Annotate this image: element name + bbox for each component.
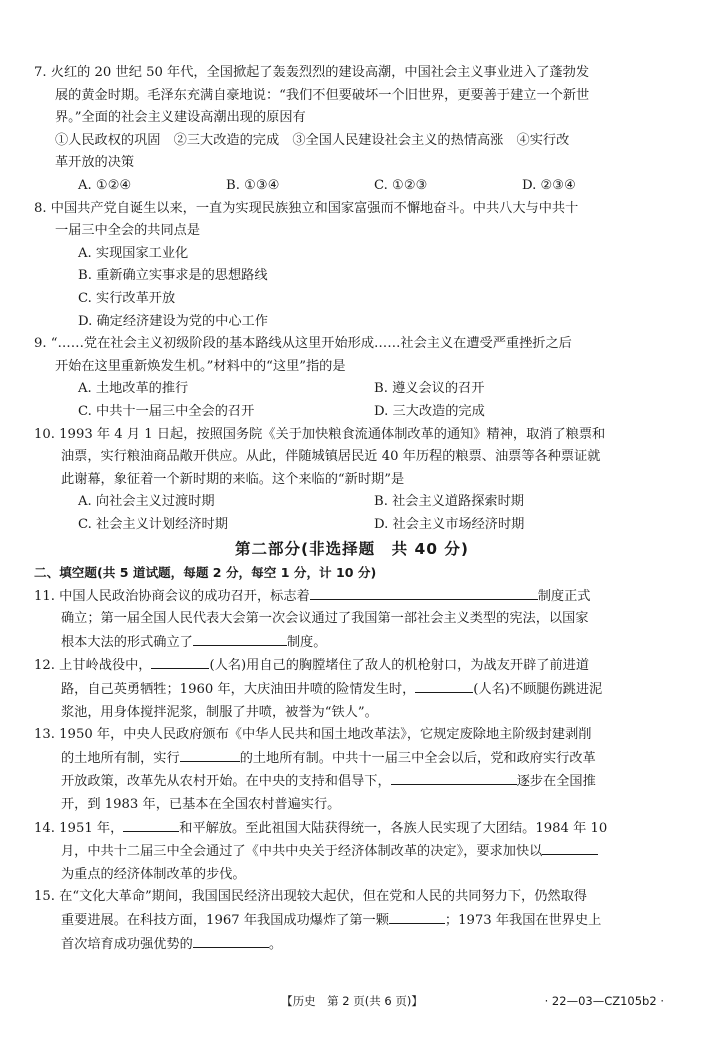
question-13 [34, 724, 670, 816]
q15-text: ；1973 年我国在世界史上 [444, 912, 602, 928]
q13-text: 的土地所有制。中共十一届三中全会以后，党和政府实行改革 [239, 750, 596, 766]
q12-line: 浆池，用身体搅拌泥浆，制服了井喷，被誉为“铁人”。 [61, 704, 378, 720]
q7-stem-line: 7. 火红的 20 世纪 50 年代，全国掀起了轰轰烈烈的建设高潮，中国社会主义事业进入了蓬勃发 [34, 65, 590, 80]
q15-text: 首次培育成功强优势的 [61, 936, 193, 952]
q7-option-a[interactable]: A. ①②④ [78, 177, 132, 193]
q10-options-row [34, 491, 670, 514]
q12-line [34, 654, 670, 678]
q14-line [34, 840, 670, 864]
q10-stem-line: 10. 1993 年 4 月 1 日起，按照国务院《关于加快粮食流通体制改革的通知》精神，取消了粮票和 [34, 426, 606, 442]
part2-title: 第二部分(非选择题 共 40 分) [234, 540, 470, 559]
question-8 [34, 198, 670, 334]
q14-line: 为重点的经济体制改革的步伐。 [61, 866, 246, 882]
q14-blank-1[interactable] [123, 817, 179, 832]
q12-line [34, 678, 670, 702]
question-9 [34, 333, 670, 423]
footer-code: · 22—03—CZ105b2 · [544, 994, 664, 1008]
section2-heading: 二、填空题(共 5 道试题，每题 2 分，每空 1 分，计 10 分) [34, 565, 377, 581]
question-10 [34, 424, 670, 537]
q15-text: 。 [268, 936, 283, 952]
q9-option-b[interactable]: B. 遵义会议的召开 [374, 381, 485, 397]
q11-line: 确立；第一届全国人民代表大会第一次会议通过了我国第一部社会主义类型的宪法，以国家 [61, 611, 589, 627]
q8-option-a[interactable]: A. 实现国家工业化 [78, 245, 189, 261]
q11-blank-2[interactable] [193, 631, 287, 646]
q9-options-row [34, 401, 670, 424]
q13-blank-2[interactable] [391, 770, 517, 785]
q7-items-line: 革开放的决策 [55, 155, 135, 171]
q14-text: 月，中共十二届三中全会通过了《中共中央关于经济体制改革的决定》，要求加快以 [61, 844, 543, 860]
q14-line [34, 817, 670, 841]
q8-option-c[interactable]: C. 实行改革开放 [78, 290, 176, 306]
q14-text: 和平解放。至此祖国大陆获得统一，各族人民实现了大团结。1984 年 10 [179, 820, 608, 836]
q15-text: 重要进展。在科技方面，1967 年我国成功爆炸了第一颗 [61, 912, 389, 928]
q15-line [34, 933, 670, 957]
q13-line: 开，到 1983 年，已基本在全国农村普遍实行。 [61, 797, 341, 812]
q8-stem-line: 一届三中全会的共同点是 [55, 223, 201, 239]
q8-stem-line: 8. 中国共产党自诞生以来，一直为实现民族独立和国家富强而不懈地奋斗。中共八大与中共十 [34, 200, 579, 216]
q11-line [34, 585, 670, 609]
q13-text: 的土地所有制，实行 [61, 750, 180, 766]
q10-stem-line: 油票，实行粮油商品敞开供应。从此，伴随城镇居民近 40 年历程的粮票、油票等各种票证就 [61, 449, 601, 465]
q9-option-d[interactable]: D. 三大改造的完成 [374, 403, 485, 419]
question-14 [34, 817, 670, 887]
q7-option-c[interactable]: C. ①②③ [374, 177, 428, 193]
q10-stem-line: 此谢幕，象征着一个新时期的来临。这个来临的“新时期”是 [61, 471, 405, 487]
q14-text: 14. 1951 年， [34, 820, 124, 836]
q13-line: 13. 1950 年，中央人民政府颁布《中华人民共和国土地改革法》，它规定废除地主阶级封建剥削 [34, 727, 592, 743]
q11-text: 根本大法的形式确立了 [61, 634, 193, 650]
question-11 [34, 585, 670, 655]
q7-options [34, 175, 670, 198]
q12-text: 路，自己英勇牺牲；1960 年，大庆油田井喷的险情发生时， [61, 682, 416, 698]
q7-stem-line: 展的黄金时期。毛泽东充满自豪地说：“我们不但要破坏一个旧世界，更要善于建立一个新世 [55, 87, 590, 103]
q9-stem-line: 9. “……党在社会主义初级阶段的基本路线从这里开始形成……社会主义在遭受严重挫折之后 [34, 336, 572, 352]
q15-line: 15. 在“文化大革命”期间，我国国民经济出现较大起伏，但在党和人民的共同努力下，仍然取得 [34, 889, 587, 905]
q7-items-line: ①人民政权的巩固 ②三大改造的完成 ③全国人民建设社会主义的热情高涨 ④实行改 [55, 132, 570, 148]
q13-text: 开放政策，改革先从农村开始。在中央的支持和倡导下， [61, 774, 391, 790]
question-15 [34, 886, 670, 956]
q8-option-d[interactable]: D. 确定经济建设为党的中心工作 [78, 313, 268, 329]
q11-blank-1[interactable] [310, 585, 538, 600]
q10-option-d[interactable]: D. 社会主义市场经济时期 [374, 516, 525, 532]
q12-blank-2[interactable] [415, 678, 473, 693]
q7-stem-line: 界。”全面的社会主义建设高潮出现的原因有 [55, 110, 306, 126]
q10-options-row [34, 514, 670, 537]
q7-option-b[interactable]: B. ①③④ [226, 177, 280, 193]
q15-line [34, 909, 670, 933]
q11-line [34, 631, 670, 655]
q12-text: (人名)不顾腿伤跳进泥 [473, 682, 603, 698]
exam-page [34, 62, 670, 956]
q13-line [34, 770, 670, 794]
q13-blank-1[interactable] [180, 747, 240, 762]
q7-option-d[interactable]: D. ②③④ [522, 177, 576, 193]
q10-option-c[interactable]: C. 社会主义计划经济时期 [78, 516, 228, 532]
q10-option-b[interactable]: B. 社会主义道路探索时期 [374, 494, 524, 510]
q12-text: 12. 上甘岭战役中， [34, 658, 152, 674]
q9-stem-line: 开始在这里重新焕发生机。”材料中的“这里”指的是 [55, 358, 346, 374]
q11-text: 制度。 [286, 634, 327, 650]
q15-blank-2[interactable] [193, 933, 269, 948]
q12-blank-1[interactable] [151, 654, 209, 669]
q9-options-row [34, 378, 670, 401]
q12-text: (人名)用自己的胸膛堵住了敌人的机枪射口，为战友开辟了前进道 [209, 658, 590, 674]
q14-blank-2[interactable] [542, 840, 598, 855]
q10-option-a[interactable]: A. 向社会主义过渡时期 [78, 494, 215, 510]
question-7 [34, 62, 670, 198]
q8-option-b[interactable]: B. 重新确立实事求是的思想路线 [78, 268, 268, 284]
q13-line [34, 747, 670, 771]
q13-text: 逐步在全国推 [516, 774, 596, 790]
footer-page-label: 【历史 第 2 页(共 6 页)】 [281, 994, 423, 1008]
q11-text: 制度正式 [537, 588, 591, 604]
q9-option-c[interactable]: C. 中共十一届三中全会的召开 [78, 403, 255, 419]
q11-text: 11. 中国人民政治协商会议的成功召开，标志着 [34, 588, 310, 604]
q9-option-a[interactable]: A. 土地改革的推行 [78, 381, 189, 397]
question-12 [34, 654, 670, 724]
q15-blank-1[interactable] [389, 909, 445, 924]
